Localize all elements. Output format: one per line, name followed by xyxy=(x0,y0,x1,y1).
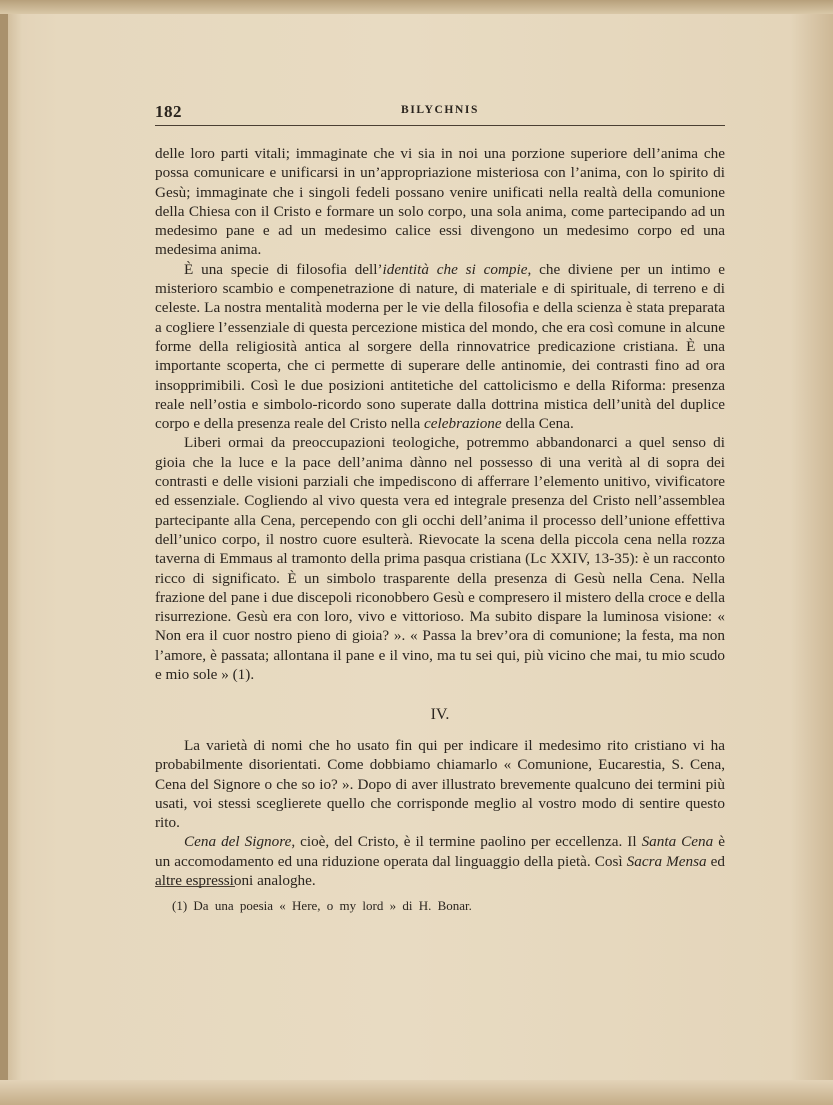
page-header xyxy=(155,100,725,124)
paragraph-5-italic-2: Santa Cena xyxy=(641,833,714,851)
paragraph-2-text-a: È una specie di filosofia dell’ xyxy=(184,260,383,278)
paragraph-5-italic-3: Sacra Mensa xyxy=(626,852,707,870)
header-rule xyxy=(155,125,725,126)
section-text xyxy=(155,736,725,890)
paragraph-2-text-b: , che diviene per un intimo e misterioro scambio e compenetrazione di nature, di materiale e di spirituale, di terreno e di celeste. La nostra mentalità moderna per le vie della filosofia e della scienza è stata preparata a cogliere l’essenziale di questa percezione mistica del mondo, che era così comune in alcune forme della religiosità antica al sorgere della rinnovatrice predicazione cristiana. È una importante scoperta, che ci permette di superare delle antinomie, dei contrasti fino ad ora insopprimibili. Così le due posizioni antitetiche del cattolicismo e della Riforma: presenza reale nell’ostia e simbolo-ricordo sono superate dalla dottrina mistica dell’unità del duplice corpo e della presenza reale del Cristo nella xyxy=(155,260,725,433)
paragraph-2-italic-2: celebrazione xyxy=(424,415,502,433)
paragraph-2-italic-1: identità che si compie xyxy=(382,260,528,278)
section-heading: IV. xyxy=(430,706,450,723)
paragraph-4: La varietà di nomi che ho usato fin qui per indicare il medesimo rito cristiano vi ha probabilmente disorientati. Come dobbiamo chiamarlo « Comunione, Eucarestia, S. Cena, Cena del Signore o che so io? ». Dopo di aver illustrato brevemente qualcuno dei termini più usati, voi stessi sceglierete quello che corrisponde meglio al vostro modo di sentire questo rito. xyxy=(155,737,725,832)
top-page-edge xyxy=(0,0,833,14)
footnote-rule xyxy=(155,886,235,887)
paragraph-5-italic-1: Cena del Signore xyxy=(184,833,292,851)
main-text xyxy=(155,144,725,684)
paragraph-3: Liberi ormai da preoccupazioni teologiche, potremmo abbandonarci a quel senso di gioia che la luce e la pace dell’anima dànno nel possesso di una verità al di sopra dei contrasti e delle visioni parziali che impediscono di afferrare l’elemento unitivo, vivificatore ed essenziale. Cogliendo al vivo questa vera ed integrale presenza del Cristo nell’assemblea partecipante alla Cena, percependo con gli occhi dell’anima il processo dell’unione effettiva dell’unico corpo, il nostro cuore esulterà. Rievocate la scena della piccola cena nella rozza taverna di Emmaus al tramonto della prima pasqua cristiana (Lc XXIV, 13-35): è un racconto ricco di significato. È un simbolo trasparente della presenza di Gesù nella Cena. Nella frazione del pane i due discepoli riconobbero Gesù e compresero il mistero della croce e della risurrezione. Gesù era con loro, vivo e vittorioso. Ma subito dispare la luminosa visione: « Non era il cuor nostro pieno di gioia? ». « Passa la brev’ora di comunione; la festa, ma non l’amore, è passata; allontana il pane e il vino, ma tu sei qui, più vicino che mai, tu mio scudo e mio sole » (1). xyxy=(155,434,725,684)
paragraph-5-text-c: ed altre espressioni analoghe. xyxy=(155,852,725,890)
footnote: (1) Da una poesia « Here, o my lord » di H. Bonar. xyxy=(172,898,472,913)
paragraph-2 xyxy=(155,260,725,434)
paragraph-1: delle loro parti vitali; immaginate che vi sia in noi una porzione superiore dell’anima che possa comunicare e unificarsi in un’appropriazione misteriosa con l’anima, con lo spirito di Gesù; immaginate che i singoli fedeli possano venire unificati nella realtà della comunione della Chiesa con il Cristo e formare un solo corpo, una sola anima, come partecipando ad un medesimo pane e ad un medesimo calice essi divengono un medesimo corpo ed una medesima anima. xyxy=(155,145,725,259)
page-number: 182 xyxy=(155,102,182,121)
paragraph-5 xyxy=(155,832,725,890)
bottom-page-edge xyxy=(0,1080,833,1105)
paragraph-2-text-c: della Cena. xyxy=(501,415,574,433)
left-binding-edge xyxy=(0,0,8,1105)
running-title: BILYCHNIS xyxy=(401,104,479,116)
paragraph-5-text-b: è un accomodamento ed una riduzione operata dal linguaggio della pietà. Così xyxy=(155,833,725,870)
paragraph-5-text-a: , cioè, del Cristo, è il termine paolino per eccellenza. Il xyxy=(291,833,642,851)
